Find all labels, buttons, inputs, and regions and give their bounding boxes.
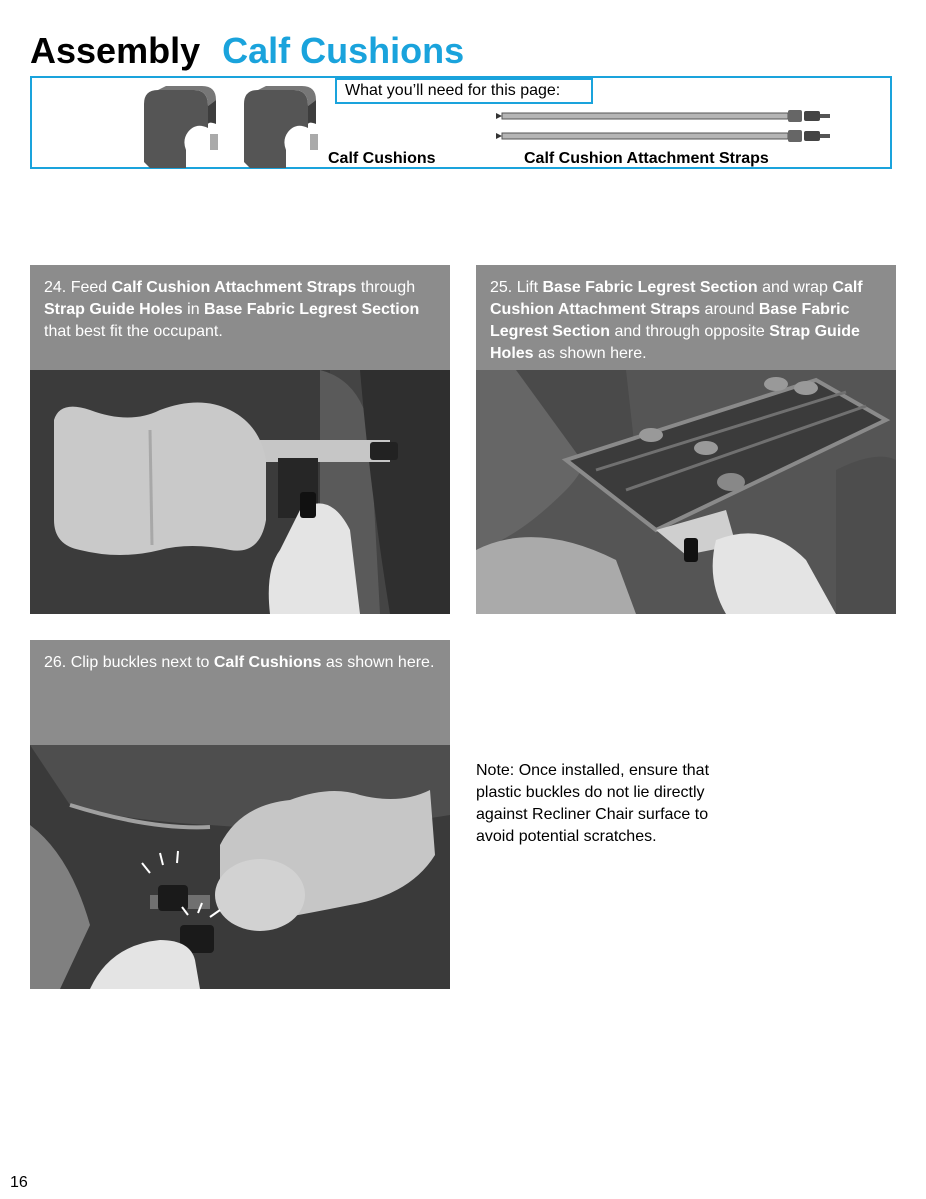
step-text: 26. Clip buckles next to [44, 654, 214, 671]
needs-label: What you’ll need for this page: [335, 78, 593, 104]
step-term-bold: Strap Guide Holes [490, 323, 860, 362]
item-label-calf-cushions: Calf Cushions [328, 150, 436, 167]
step-text: that best fit the occupant. [44, 323, 223, 340]
step-text: through [356, 279, 416, 296]
step-text: and through opposite [610, 323, 770, 340]
attachment-straps-image [494, 106, 834, 146]
step-text: 24. Feed [44, 279, 112, 296]
step-term-bold: Calf Cushion Attachment Straps [111, 279, 357, 296]
step-text: around [700, 301, 759, 318]
step-text: in [182, 301, 205, 318]
page-number: 16 [10, 1174, 28, 1191]
step-term-bold: Strap Guide Holes [44, 301, 183, 318]
step-24-caption [30, 265, 450, 370]
step-term-bold: Base Fabric Legrest Section [204, 301, 420, 318]
title-main: Assembly [30, 30, 201, 71]
step-text: as shown here. [533, 345, 647, 362]
step-text: as shown here. [321, 654, 435, 671]
step-26-caption [30, 640, 450, 745]
step-26-photo [30, 745, 450, 989]
step-term-bold: Calf Cushions [213, 654, 322, 671]
installation-note: Note: Once installed, ensure that plastic buckles do not lie directly against Recliner Chair surface to avoid potential scratches. [476, 762, 710, 845]
step-25-caption [476, 265, 896, 370]
needs-box [30, 76, 892, 169]
item-label-attachment-straps: Calf Cushion Attachment Straps [524, 150, 769, 167]
page-title [30, 30, 464, 72]
calf-cushion-image-2 [236, 84, 326, 170]
step-term-bold: Base Fabric Legrest Section [490, 301, 850, 340]
step-25-photo [476, 370, 896, 614]
step-24-photo [30, 370, 450, 614]
title-accent: Calf Cushions [222, 30, 465, 71]
step-text: 25. Lift [490, 279, 543, 296]
step-term-bold: Calf Cushion Attachment Straps [490, 279, 863, 318]
step-text: and wrap [757, 279, 833, 296]
calf-cushion-image-1 [136, 84, 226, 170]
step-term-bold: Base Fabric Legrest Section [542, 279, 758, 296]
